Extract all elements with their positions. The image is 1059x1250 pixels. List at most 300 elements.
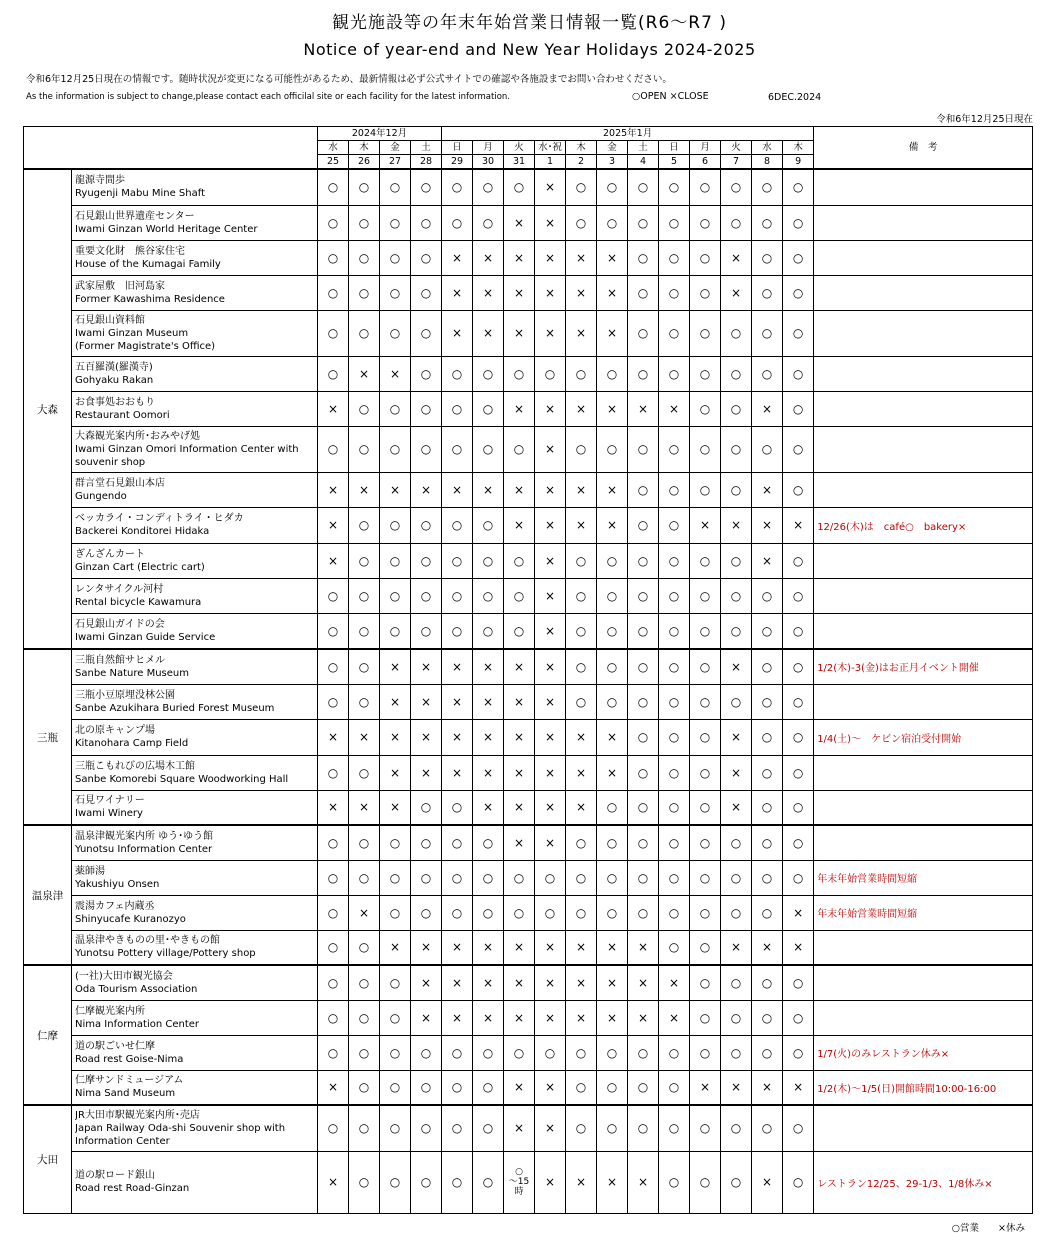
status-closed: × [411, 472, 442, 507]
status-open: ○ [783, 825, 814, 860]
area-name: 仁摩 [24, 965, 72, 1105]
status-open: ○ [597, 205, 628, 240]
status-open: ○ [349, 205, 380, 240]
status-open: ○ [721, 169, 752, 205]
status-open: ○ [752, 169, 783, 205]
status-open: ○ [659, 1035, 690, 1070]
status-open: ○ [380, 613, 411, 649]
remark-cell [814, 275, 1033, 310]
facility-name-jp: 石見銀山世界遺産センター [75, 210, 195, 222]
status-open: ○ [783, 860, 814, 895]
status-open: ○ [659, 310, 690, 356]
status-open: ○ [752, 755, 783, 790]
status-open: ○ [659, 240, 690, 275]
status-open: ○ [721, 426, 752, 472]
status-closed: × [442, 755, 473, 790]
status-open: ○ [783, 275, 814, 310]
status-open: ○ [597, 1105, 628, 1151]
status-open: ○ [473, 613, 504, 649]
remark-cell [814, 1105, 1033, 1151]
status-open: ○ [721, 1035, 752, 1070]
status-closed: × [566, 310, 597, 356]
status-closed: × [473, 965, 504, 1000]
status-closed: × [473, 790, 504, 825]
facility-name-jp: 五百羅漢(羅漢寺) [75, 361, 153, 373]
day-header: 25 [318, 155, 349, 170]
status-open: ○ [411, 240, 442, 275]
status-open: ○ [690, 860, 721, 895]
status-closed: × [504, 472, 535, 507]
status-open: ○ [442, 507, 473, 543]
facility-name-en: Iwami Winery [75, 808, 143, 820]
day-header: 9 [783, 155, 814, 170]
facility-name-cell [72, 895, 318, 930]
status-open: ○ [752, 790, 783, 825]
facility-name-cell [72, 391, 318, 426]
status-open: ○ [380, 391, 411, 426]
status-closed: × [597, 965, 628, 1000]
status-open: ○ [628, 649, 659, 684]
notice-en: As the information is subject to change,please contact each officilal site or each facility for the latest information. [26, 92, 511, 102]
status-open: ○ [380, 860, 411, 895]
status-closed: × [349, 719, 380, 755]
status-open: ○ [504, 543, 535, 578]
weekday-header: 金 [380, 141, 411, 155]
status-open: ○ [349, 310, 380, 356]
facility-name-cell [72, 613, 318, 649]
status-closed: × [442, 684, 473, 719]
status-open: ○ [628, 507, 659, 543]
status-closed: × [504, 649, 535, 684]
status-open: ○ [504, 356, 535, 391]
status-closed: × [597, 755, 628, 790]
weekday-header: 水 [752, 141, 783, 155]
status-open: ○ [597, 426, 628, 472]
status-open: ○ [473, 825, 504, 860]
status-open: ○ [628, 1070, 659, 1105]
status-open: ○ [318, 895, 349, 930]
status-open: ○ [783, 426, 814, 472]
status-open: ○ [411, 1035, 442, 1070]
status-open: ○ [690, 930, 721, 965]
status-closed: × [380, 356, 411, 391]
status-open: ○ [504, 860, 535, 895]
facility-name-cell [72, 1105, 318, 1151]
status-open: ○ [349, 1151, 380, 1213]
status-open: ○ [783, 649, 814, 684]
status-open: ○ [659, 1151, 690, 1213]
status-closed: × [318, 472, 349, 507]
facility-name-cell [72, 1070, 318, 1105]
status-closed: × [349, 895, 380, 930]
facility-name-en: Former Kawashima Residence [75, 293, 225, 305]
status-closed: × [504, 930, 535, 965]
status-open: ○ [690, 426, 721, 472]
status-open: ○ [411, 790, 442, 825]
status-open: ○ [690, 755, 721, 790]
status-open: ○ [411, 426, 442, 472]
status-open: ○ [411, 1105, 442, 1151]
facility-name-en: Rental bicycle Kawamura [75, 596, 202, 608]
remark-cell [814, 613, 1033, 649]
status-open: ○ [442, 578, 473, 613]
facility-name-jp: 重要文化財 熊谷家住宅 [75, 245, 185, 257]
facility-name-cell [72, 1035, 318, 1070]
status-open: ○ [380, 205, 411, 240]
status-open: ○ [783, 391, 814, 426]
status-open: ○ [473, 1105, 504, 1151]
status-open: ○ [628, 684, 659, 719]
status-open: ○ [659, 356, 690, 391]
status-closed: × [535, 578, 566, 613]
status-open: ○ [566, 205, 597, 240]
facility-name-cell [72, 930, 318, 965]
status-open: ○ [318, 169, 349, 205]
status-closed: × [473, 719, 504, 755]
status-open: ○ [566, 543, 597, 578]
facility-name-jp: 石見ワイナリー [75, 795, 145, 807]
status-open: ○ [659, 543, 690, 578]
status-open: ○ [380, 169, 411, 205]
status-open: ○ [690, 1105, 721, 1151]
status-open: ○ [721, 391, 752, 426]
facility-name-cell [72, 1151, 318, 1213]
status-open: ○ [690, 356, 721, 391]
status-closed: × [380, 930, 411, 965]
facility-name-en-continued: souvenir shop [75, 456, 146, 468]
status-open: ○ [783, 356, 814, 391]
status-closed: × [597, 1151, 628, 1213]
status-open: ○ [659, 578, 690, 613]
status-open: ○ [690, 205, 721, 240]
status-cell-special [504, 1151, 535, 1213]
status-closed: × [380, 790, 411, 825]
day-header: 28 [411, 155, 442, 170]
status-closed: × [380, 649, 411, 684]
remark-cell: 1/7(火)のみレストラン休み× [814, 1035, 1033, 1070]
status-open: ○ [597, 895, 628, 930]
status-closed: × [504, 1070, 535, 1105]
facility-name-cell [72, 205, 318, 240]
status-open: ○ [442, 543, 473, 578]
status-open: ○ [628, 578, 659, 613]
weekday-header: 火 [721, 141, 752, 155]
status-open: ○ [628, 426, 659, 472]
status-open: ○ [783, 755, 814, 790]
facility-name-en: Iwami Ginzan Omori Information Center with [75, 443, 299, 455]
status-open: ○ [783, 205, 814, 240]
status-open: ○ [349, 1105, 380, 1151]
facility-name-jp: 石見銀山ガイドの会 [75, 618, 165, 630]
status-open: ○ [411, 860, 442, 895]
status-closed: × [411, 649, 442, 684]
remark-cell [814, 472, 1033, 507]
status-open: ○ [473, 1035, 504, 1070]
status-closed: × [442, 1000, 473, 1035]
status-open: ○ [721, 543, 752, 578]
status-closed: × [597, 472, 628, 507]
status-open: ○ [349, 860, 380, 895]
remark-cell [814, 755, 1033, 790]
status-open: ○ [659, 895, 690, 930]
status-open: ○ [752, 426, 783, 472]
status-closed: × [535, 472, 566, 507]
status-open: ○ [566, 684, 597, 719]
status-closed: × [721, 790, 752, 825]
status-open: ○ [783, 1000, 814, 1035]
status-open: ○ [659, 169, 690, 205]
status-open: ○ [628, 1105, 659, 1151]
status-closed: × [659, 965, 690, 1000]
status-closed: × [318, 543, 349, 578]
status-open: ○ [721, 205, 752, 240]
day-header: 6 [690, 155, 721, 170]
status-open: ○ [721, 613, 752, 649]
page-title-en: Notice of year-end and New Year Holidays 2024-2025 [303, 40, 756, 59]
facility-name-cell [72, 310, 318, 356]
status-open: ○ [628, 1035, 659, 1070]
status-open: ○ [473, 1070, 504, 1105]
status-closed: × [411, 1000, 442, 1035]
facility-name-cell [72, 719, 318, 755]
remark-cell [814, 426, 1033, 472]
status-open: ○ [380, 1000, 411, 1035]
status-open: ○ [380, 965, 411, 1000]
facility-name-jp: 温泉津観光案内所 ゆう･ゆう館 [75, 830, 214, 842]
status-closed: × [566, 790, 597, 825]
status-open: ○ [380, 578, 411, 613]
facility-name-en: Ginzan Cart (Electric cart) [75, 561, 205, 573]
status-closed: × [597, 391, 628, 426]
facility-name-jp: 三瓶こもれびの広場木工館 [75, 760, 195, 772]
status-closed: × [473, 1000, 504, 1035]
facility-name-en: Yunotsu Pottery village/Pottery shop [75, 948, 256, 960]
status-open: ○ [597, 169, 628, 205]
status-closed: × [473, 275, 504, 310]
status-open: ○ [628, 356, 659, 391]
day-header: 29 [442, 155, 473, 170]
status-open: ○ [473, 860, 504, 895]
day-header: 3 [597, 155, 628, 170]
area-name: 三瓶 [24, 649, 72, 825]
status-open: ○ [752, 1105, 783, 1151]
status-open: ○ [349, 613, 380, 649]
status-open: ○ [349, 169, 380, 205]
status-open: ○ [597, 825, 628, 860]
facility-row [24, 684, 1033, 719]
remark-cell [814, 578, 1033, 613]
status-open: ○ [752, 240, 783, 275]
day-header: 30 [473, 155, 504, 170]
status-open: ○ [752, 825, 783, 860]
facility-row [24, 895, 1033, 930]
remark-cell [814, 205, 1033, 240]
facility-name-jp: 道の駅ごいせ仁摩 [75, 1040, 155, 1052]
facility-row [24, 356, 1033, 391]
status-closed: × [535, 391, 566, 426]
facility-row [24, 860, 1033, 895]
status-open: ○ [535, 1035, 566, 1070]
status-open: ○ [566, 825, 597, 860]
status-open: ○ [442, 426, 473, 472]
day-header: 5 [659, 155, 690, 170]
status-closed: × [566, 391, 597, 426]
status-closed: × [535, 649, 566, 684]
facility-name-en: Road rest Goise-Nima [75, 1053, 184, 1065]
status-open: ○ [349, 825, 380, 860]
facility-row [24, 169, 1033, 205]
facility-name-en: Sanbe Azukihara Buried Forest Museum [75, 702, 275, 714]
status-open: ○ [535, 860, 566, 895]
facility-name-cell [72, 578, 318, 613]
status-open: ○ [318, 310, 349, 356]
facility-name-en: Backerei Konditorei Hidaka [75, 526, 210, 537]
facility-row [24, 426, 1033, 472]
status-closed: × [504, 391, 535, 426]
status-open: ○ [349, 1035, 380, 1070]
status-closed: × [566, 1000, 597, 1035]
status-closed: × [566, 1151, 597, 1213]
status-open: ○ [504, 578, 535, 613]
facility-name-en: Iwami Ginzan World Heritage Center [75, 223, 258, 235]
facility-name-en: Road rest Road-Ginzan [75, 1183, 190, 1194]
status-open: ○ [566, 356, 597, 391]
status-open: ○ [597, 860, 628, 895]
status-closed: × [535, 930, 566, 965]
status-open: ○ [690, 472, 721, 507]
weekday-header: 木 [783, 141, 814, 155]
facility-name-cell [72, 649, 318, 684]
status-open: ○ [566, 578, 597, 613]
status-open: ○ [535, 895, 566, 930]
status-closed: × [535, 1105, 566, 1151]
status-open: ○ [380, 543, 411, 578]
status-open: ○ [690, 684, 721, 719]
status-open: ○ [659, 275, 690, 310]
facility-name-cell [72, 1000, 318, 1035]
facility-name-cell [72, 825, 318, 860]
facility-row [24, 825, 1033, 860]
status-open: ○ [783, 472, 814, 507]
month-header-2024: 2024年12月 [318, 127, 442, 141]
facility-row [24, 275, 1033, 310]
remark-cell: レストラン12/25、29-1/3、1/8休み× [814, 1151, 1033, 1213]
facility-name-cell [72, 240, 318, 275]
facility-row [24, 391, 1033, 426]
facility-name-cell [72, 965, 318, 1000]
status-open: ○ [721, 1151, 752, 1213]
facility-name-jp: ぎんざんカート [75, 548, 145, 560]
facility-name-cell [72, 790, 318, 825]
status-open: ○ [628, 860, 659, 895]
status-closed: × [721, 275, 752, 310]
status-open: ○ [690, 1151, 721, 1213]
remark-cell [814, 790, 1033, 825]
remark-cell [814, 930, 1033, 965]
facility-row [24, 507, 1033, 543]
status-open: ○ [473, 895, 504, 930]
status-open: ○ [318, 275, 349, 310]
status-closed: × [535, 310, 566, 356]
facility-name-jp: 温泉津やきものの里･やきもの館 [75, 935, 220, 947]
status-closed: × [318, 719, 349, 755]
weekday-header: 土 [628, 141, 659, 155]
facility-name-cell [72, 543, 318, 578]
status-open: ○ [566, 1035, 597, 1070]
status-open: ○ [721, 472, 752, 507]
status-open: ○ [318, 755, 349, 790]
facility-name-en: Ryugenji Mabu Mine Shaft [75, 188, 206, 200]
status-open: ○ [442, 613, 473, 649]
issue-date: 6DEC.2024 [768, 92, 822, 103]
status-open: ○ [721, 965, 752, 1000]
status-open: ○ [442, 205, 473, 240]
status-open: ○ [752, 613, 783, 649]
as-of-date: 令和6年12月25日現在 [936, 114, 1033, 125]
facility-name-cell [72, 472, 318, 507]
status-closed: × [597, 507, 628, 543]
status-open: ○ [690, 169, 721, 205]
status-closed: × [349, 356, 380, 391]
status-open: ○ [628, 613, 659, 649]
status-open: ○ [442, 169, 473, 205]
status-open: ○ [349, 426, 380, 472]
facility-name-en: Japan Railway Oda-shi Souvenir shop with [75, 1122, 286, 1134]
status-open: ○ [628, 895, 659, 930]
facility-row [24, 205, 1033, 240]
remark-cell [814, 391, 1033, 426]
facility-row [24, 1070, 1033, 1105]
status-open: ○ [628, 825, 659, 860]
day-header: 4 [628, 155, 659, 170]
page-title-jp: 観光施設等の年末年始営業日情報一覧(R6～R7 ) [332, 13, 727, 33]
status-open: ○ [380, 1035, 411, 1070]
status-open: ○ [504, 169, 535, 205]
remark-cell: 1/2(木)～1/5(日)開館時間10:00-16:00 [814, 1070, 1033, 1105]
status-open: ○ [504, 613, 535, 649]
status-open: ○ [597, 1070, 628, 1105]
remark-cell: 年末年始営業時間短縮 [814, 860, 1033, 895]
status-open: ○ [659, 825, 690, 860]
status-open: ○ [690, 391, 721, 426]
status-open: ○ [721, 578, 752, 613]
day-header: 1 [535, 155, 566, 170]
status-open: ○ [411, 169, 442, 205]
status-open: ○ [473, 391, 504, 426]
status-closed: × [380, 684, 411, 719]
status-closed: × [721, 930, 752, 965]
facility-name-cell [72, 684, 318, 719]
status-open: ○ [442, 1070, 473, 1105]
remark-cell [814, 169, 1033, 205]
status-closed: × [380, 719, 411, 755]
status-closed: × [535, 240, 566, 275]
status-open: ○ [690, 965, 721, 1000]
status-open: ○ [442, 391, 473, 426]
status-closed: × [535, 275, 566, 310]
facility-name-jp: ベッカライ・コンディトライ・ヒダカ [75, 513, 244, 524]
status-open: ○ [380, 1105, 411, 1151]
status-open: ○ [721, 684, 752, 719]
status-closed: × [504, 310, 535, 356]
status-open: ○ [690, 1000, 721, 1035]
facility-name-en: Iwami Ginzan Guide Service [75, 631, 216, 643]
status-open: ○ [752, 684, 783, 719]
status-open: ○ [411, 613, 442, 649]
status-open: ○ [566, 169, 597, 205]
status-closed: × [535, 426, 566, 472]
status-closed: × [535, 1000, 566, 1035]
